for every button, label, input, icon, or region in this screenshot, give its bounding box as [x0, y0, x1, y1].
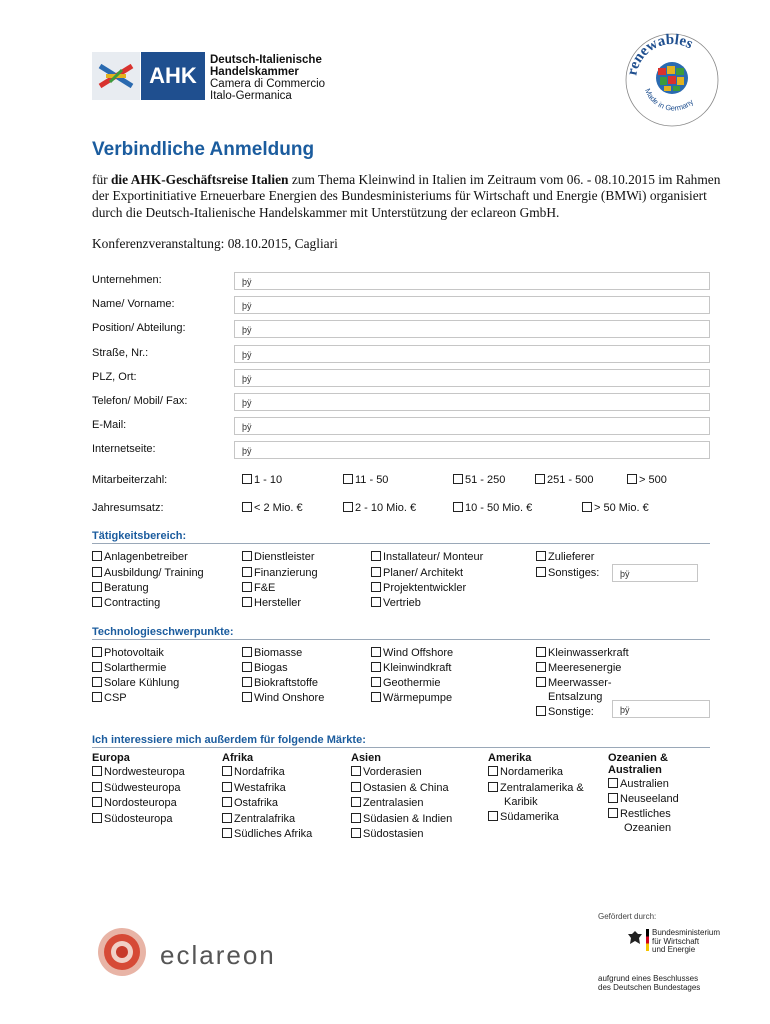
- section-tech-title: Technologieschwerpunkte:: [92, 626, 234, 638]
- checkbox-tech-other[interactable]: Sonstige:: [536, 706, 594, 718]
- checkbox-revenue-over-50[interactable]: > 50 Mio. €: [582, 502, 649, 514]
- position-field[interactable]: þÿ: [234, 320, 710, 338]
- ahk-chamber-name: Deutsch-Italienische Handelskammer Camera di Commercio Italo-Germanica: [210, 54, 326, 102]
- website-field[interactable]: þÿ: [234, 441, 710, 459]
- bundestag-resolution: aufgrund eines Beschlusses des Deutschen Bundestages: [598, 974, 701, 992]
- checkbox-activity-other[interactable]: Sonstiges:: [536, 567, 599, 579]
- checkbox-activity[interactable]: Planer/ Architekt: [371, 567, 463, 579]
- federal-eagle-icon: [626, 929, 644, 947]
- name-field[interactable]: þÿ: [234, 296, 710, 314]
- checkbox-tech[interactable]: Biokraftstoffe: [242, 677, 318, 689]
- label-employees: Mitarbeiterzahl:: [92, 474, 168, 486]
- checkbox-tech[interactable]: Solarthermie: [92, 662, 166, 674]
- checkbox-market[interactable]: Ostasien & China: [351, 782, 449, 794]
- checkbox-tech[interactable]: Kleinwasserkraft: [536, 647, 629, 659]
- checkbox-tech[interactable]: Kleinwindkraft: [371, 662, 451, 674]
- label-street: Straße, Nr.:: [92, 347, 149, 359]
- market-ozeanien-label: Ozeanien: [624, 822, 672, 834]
- checkbox-tech[interactable]: Biogas: [242, 662, 288, 674]
- checkbox-revenue-under-2[interactable]: < 2 Mio. €: [242, 502, 303, 514]
- label-phone: Telefon/ Mobil/ Fax:: [92, 395, 188, 407]
- checkbox-activity[interactable]: Zulieferer: [536, 551, 594, 563]
- checkbox-market[interactable]: Nordwesteuropa: [92, 766, 185, 778]
- ministry-name: Bundesministerium für Wirtschaft und Energie: [652, 928, 721, 954]
- checkbox-activity[interactable]: Installateur/ Monteur: [371, 551, 483, 563]
- label-website: Internetseite:: [92, 443, 156, 455]
- checkbox-tech[interactable]: Wärmepumpe: [371, 692, 452, 704]
- market-afrika-heading: Afrika: [222, 752, 254, 764]
- checkbox-activity[interactable]: Vertrieb: [371, 597, 421, 609]
- checkbox-market[interactable]: Neuseeland: [608, 793, 679, 805]
- german-flag-bar: [646, 929, 649, 951]
- label-email: E-Mail:: [92, 419, 127, 431]
- label-revenue: Jahresumsatz:: [92, 502, 164, 514]
- label-name: Name/ Vorname:: [92, 298, 175, 310]
- checkbox-activity[interactable]: Finanzierung: [242, 567, 318, 579]
- checkbox-employees-500plus[interactable]: > 500: [627, 474, 667, 486]
- renewables-globe-icon: [656, 62, 688, 94]
- checkbox-market[interactable]: Zentralasien: [351, 797, 424, 809]
- market-karibik-label: Karibik: [504, 796, 538, 808]
- checkbox-market[interactable]: Südosteuropa: [92, 813, 173, 825]
- checkbox-market[interactable]: Nordafrika: [222, 766, 285, 778]
- ahk-emblem: [92, 52, 140, 100]
- market-europa-heading: Europa: [92, 752, 130, 764]
- intro-text: für die AHK-Geschäftsreise Italien zum Thema Kleinwind in Italien im Zeitraum vom 06. - 08.10.2015 im Rahmen der Exportinitiative Erneuerbare Energien des Bundesministeriums für Wirtschaft und Energie (BMWi) organisiert durch die Deutsch-Italienische Handelskammer mit Unterstützung der eclareon GmbH.: [92, 172, 721, 220]
- svg-text:Made in Germany: Made in Germany: [642, 87, 696, 113]
- checkbox-market[interactable]: Zentralafrika: [222, 813, 295, 825]
- checkbox-activity[interactable]: Dienstleister: [242, 551, 315, 563]
- phone-field[interactable]: þÿ: [234, 393, 710, 411]
- checkbox-tech[interactable]: Meeresenergie: [536, 662, 621, 674]
- checkbox-tech[interactable]: Solare Kühlung: [92, 677, 179, 689]
- eclareon-wordmark: eclareon: [160, 940, 276, 970]
- street-field[interactable]: þÿ: [234, 345, 710, 363]
- svg-text:renewables: renewables: [624, 31, 696, 77]
- renewables-logo: [622, 30, 722, 130]
- email-field[interactable]: þÿ: [234, 417, 710, 435]
- checkbox-market[interactable]: Restliches: [608, 808, 671, 820]
- market-amerika-heading: Amerika: [488, 752, 532, 764]
- checkbox-activity[interactable]: Beratung: [92, 582, 149, 594]
- checkbox-activity[interactable]: Contracting: [92, 597, 160, 609]
- page-title: Verbindliche Anmeldung: [92, 139, 315, 160]
- checkbox-tech[interactable]: Wind Offshore: [371, 647, 453, 659]
- market-asien-heading: Asien: [351, 752, 381, 764]
- checkbox-activity[interactable]: Projektentwickler: [371, 582, 466, 594]
- checkbox-revenue-2-10[interactable]: 2 - 10 Mio. €: [343, 502, 416, 514]
- checkbox-market[interactable]: Zentralamerika &: [488, 782, 584, 794]
- label-city: PLZ, Ort:: [92, 371, 137, 383]
- section-markets-title: Ich interessiere mich außerdem für folgende Märkte:: [92, 734, 366, 746]
- activity-other-field[interactable]: þÿ: [612, 564, 698, 582]
- conference-info: Konferenzveranstaltung: 08.10.2015, Cagliari: [92, 236, 338, 251]
- eclareon-logo-icon: [92, 924, 156, 980]
- ahk-logo: AHK: [141, 52, 205, 100]
- checkbox-market[interactable]: Vorderasien: [351, 766, 422, 778]
- checkbox-market[interactable]: Südostasien: [351, 828, 424, 840]
- checkbox-activity[interactable]: Anlagenbetreiber: [92, 551, 188, 563]
- checkbox-tech[interactable]: Photovoltaik: [92, 647, 164, 659]
- label-position: Position/ Abteilung:: [92, 322, 186, 334]
- section-activity-title: Tätigkeitsbereich:: [92, 530, 187, 542]
- section-divider: [92, 543, 710, 544]
- funded-by-label: Gefördert durch:: [598, 912, 657, 921]
- market-australien-heading: Australien: [608, 764, 662, 776]
- checkbox-employees-1-10[interactable]: 1 - 10: [242, 474, 282, 486]
- section-divider: [92, 639, 710, 640]
- checkbox-market[interactable]: Nordosteuropa: [92, 797, 177, 809]
- tech-other-field[interactable]: þÿ: [612, 700, 710, 718]
- checkbox-market[interactable]: Westafrika: [222, 782, 286, 794]
- city-field[interactable]: þÿ: [234, 369, 710, 387]
- checkbox-market[interactable]: Australien: [608, 778, 669, 790]
- checkbox-activity[interactable]: Hersteller: [242, 597, 301, 609]
- label-company: Unternehmen:: [92, 274, 162, 286]
- ahk-emblem-icon: [92, 52, 140, 100]
- checkbox-tech[interactable]: CSP: [92, 692, 127, 704]
- checkbox-market[interactable]: Südliches Afrika: [222, 828, 312, 840]
- checkbox-market[interactable]: Nordamerika: [488, 766, 563, 778]
- checkbox-tech[interactable]: Geothermie: [371, 677, 440, 689]
- checkbox-activity[interactable]: F&E: [242, 582, 275, 594]
- section-divider: [92, 747, 710, 748]
- checkbox-tech[interactable]: Wind Onshore: [242, 692, 324, 704]
- checkbox-employees-11-50[interactable]: 11 - 50: [343, 474, 388, 486]
- checkbox-market[interactable]: Südasien & Indien: [351, 813, 452, 825]
- checkbox-market[interactable]: Südwesteuropa: [92, 782, 180, 794]
- company-field[interactable]: þÿ: [234, 272, 710, 290]
- market-ozeanien-heading: Ozeanien &: [608, 752, 668, 764]
- checkbox-tech[interactable]: Biomasse: [242, 647, 302, 659]
- checkbox-revenue-10-50[interactable]: 10 - 50 Mio. €: [453, 502, 532, 514]
- checkbox-market[interactable]: Südamerika: [488, 811, 559, 823]
- tech-desalination-label: Entsalzung: [548, 691, 603, 703]
- checkbox-activity[interactable]: Ausbildung/ Training: [92, 567, 204, 579]
- checkbox-employees-251-500[interactable]: 251 - 500: [535, 474, 593, 486]
- checkbox-market[interactable]: Ostafrika: [222, 797, 278, 809]
- checkbox-tech[interactable]: Meerwasser-: [536, 677, 612, 689]
- checkbox-employees-51-250[interactable]: 51 - 250: [453, 474, 505, 486]
